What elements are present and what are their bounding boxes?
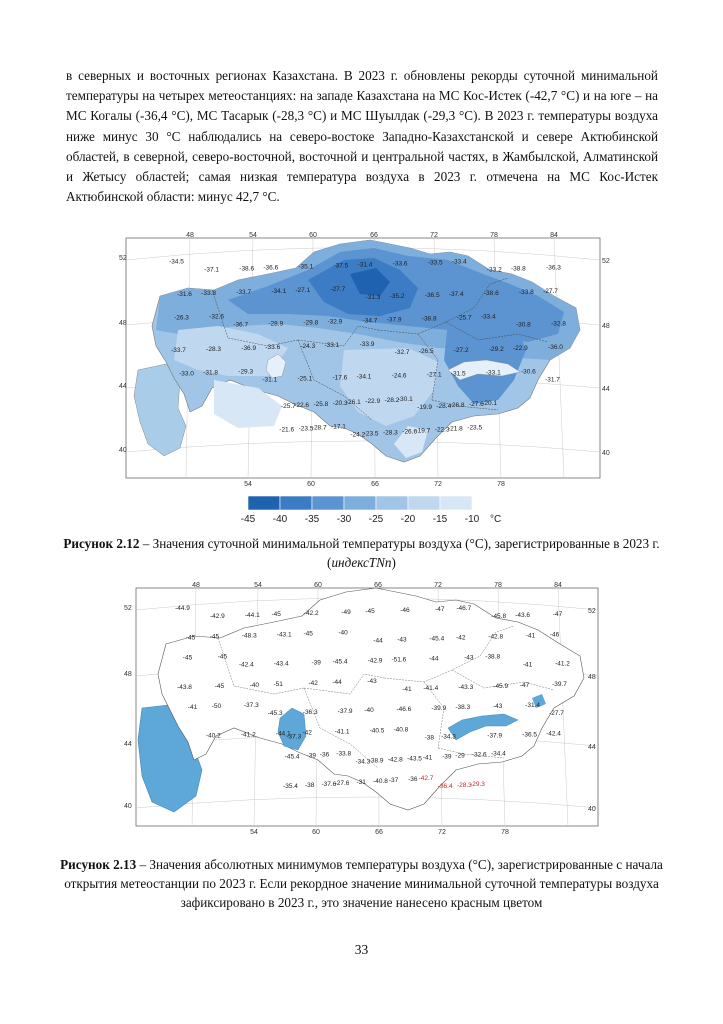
station-value-label: -36.3 — [302, 709, 318, 717]
top-tick: 60 — [314, 582, 322, 589]
station-value-label: -33.7 — [236, 289, 252, 297]
station-value-label: -32.6 — [209, 313, 225, 321]
station-value-label: -27.1 — [426, 371, 442, 379]
bottom-tick: 78 — [501, 829, 509, 836]
left-tick: 48 — [119, 320, 127, 327]
bottom-tick: 72 — [438, 829, 446, 836]
station-value-label: -40.8 — [393, 726, 409, 734]
station-value-label: -43 — [492, 703, 503, 711]
station-value-label: -40.5 — [369, 727, 385, 735]
right-tick: 52 — [602, 258, 610, 265]
station-value-label: -39.7 — [552, 680, 567, 688]
right-tick: 44 — [602, 386, 610, 393]
station-value-label: -31.6 — [177, 291, 192, 299]
station-value-label: -28.3 — [382, 429, 398, 437]
station-value-label: -33.7 — [171, 347, 186, 354]
top-tick: 54 — [249, 232, 257, 239]
station-value-label: -39.9 — [431, 705, 447, 713]
station-value-label: -36 — [319, 751, 330, 759]
station-value-label: -44 — [373, 637, 383, 645]
station-value-label: -26.8 — [449, 401, 465, 409]
station-value-label: -45 — [209, 633, 220, 641]
station-value-label: -38.8 — [485, 653, 501, 661]
station-value-label: -33.0 — [179, 370, 194, 378]
station-value-label: -45 — [214, 682, 225, 690]
station-value-label: -46.7 — [456, 605, 472, 613]
station-value-label: -32.9 — [327, 318, 343, 326]
station-value-label: -34.1 — [271, 288, 287, 296]
station-value-label: -31.1 — [262, 376, 278, 384]
station-value-label: -41 — [422, 754, 433, 762]
left-tick: 48 — [124, 671, 132, 678]
top-tick: 66 — [374, 582, 382, 589]
station-value-label: -38.6 — [239, 265, 255, 273]
legend-label: -45 — [240, 514, 256, 525]
station-value-label: -40.8 — [373, 777, 388, 785]
station-value-label: -27.7 — [549, 710, 564, 718]
station-value-label: -31.5 — [450, 370, 466, 378]
station-value-label: -33.8 — [518, 289, 534, 297]
station-value-label: -30.8 — [515, 321, 531, 329]
figure-2-12-legend — [236, 494, 506, 528]
station-value-label: -45.4 — [332, 658, 348, 666]
station-value-label: -25.7 — [280, 402, 296, 410]
station-value-label: -42 — [456, 634, 466, 642]
station-value-label: -41.2 — [240, 731, 256, 739]
left-tick: 44 — [124, 741, 132, 748]
station-value-label: -26.5 — [418, 348, 434, 355]
station-value-label: -30.1 — [397, 395, 413, 403]
legend-label: -15 — [432, 514, 448, 525]
top-tick: 84 — [554, 582, 562, 589]
legend-swatch — [248, 496, 280, 510]
station-value-label: -34.7 — [362, 317, 378, 325]
top-tick: 78 — [494, 582, 502, 589]
station-value-label: -45 — [303, 630, 313, 638]
station-value-label: -42.2 — [303, 610, 319, 618]
station-value-label: -45 — [182, 654, 193, 662]
top-tick: 84 — [550, 232, 558, 239]
station-value-label: -31.4 — [357, 261, 373, 269]
left-tick: 52 — [119, 255, 127, 262]
station-value-label: -45.4 — [429, 635, 445, 643]
station-value-label: -26.1 — [345, 398, 361, 406]
legend-label: -35 — [304, 514, 320, 525]
station-value-label: -25.7 — [456, 314, 472, 322]
station-value-label: -47 — [552, 611, 563, 619]
station-value-label: -44 — [332, 678, 342, 686]
station-value-label: -31.7 — [545, 376, 560, 384]
station-value-label: -22.3 — [434, 426, 450, 434]
station-value-label: -29.3 — [238, 368, 254, 376]
station-value-label: -46.6 — [396, 706, 412, 714]
station-value-label: -36 — [408, 775, 418, 783]
station-value-label: -22.9 — [365, 397, 381, 405]
station-value-label: -19.7 — [415, 427, 431, 435]
right-tick: 44 — [588, 744, 596, 751]
station-value-label: -25.1 — [297, 375, 313, 383]
station-value-label: -33.6 — [392, 260, 408, 268]
right-tick: 48 — [588, 674, 596, 681]
left-tick: 40 — [119, 447, 127, 454]
caption-text: – Значения абсолютных минимумов температуры воздуха (°С), зарегистрированные с начала открытия метеостанции по 2023 г. Если рекордное значение минимальной суточной температуры воздуха зафиксировано в 2023 г., это значение нанесено красным цветом — [64, 857, 663, 910]
bottom-tick: 54 — [244, 481, 252, 488]
station-value-label: -50 — [211, 703, 222, 711]
station-value-label: -44 — [429, 655, 439, 663]
bottom-tick: 66 — [371, 481, 379, 488]
station-value-label: -34.4 — [490, 750, 506, 758]
station-value-label: -22.9 — [512, 345, 528, 352]
station-value-label: -45 — [365, 608, 375, 616]
station-value-label: -35.2 — [389, 293, 405, 301]
station-value-label: -42.9 — [367, 657, 383, 665]
station-value-label: -33.5 — [427, 259, 443, 267]
left-tick: 52 — [124, 605, 132, 612]
station-value-label: -27.7 — [330, 286, 346, 294]
legend-label: -10 — [464, 514, 480, 525]
station-value-label: -37.9 — [487, 732, 503, 740]
station-value-label: -29.2 — [488, 346, 504, 353]
station-value-label: -37.9 — [337, 708, 353, 716]
station-value-label: -26.6 — [402, 428, 418, 436]
station-value-label: -43 — [464, 654, 474, 662]
caption-close: ) — [391, 555, 396, 570]
station-value-label: -39 — [311, 659, 321, 667]
right-tick: 48 — [602, 323, 610, 330]
caption-label: Рисунок 2.12 — [63, 536, 140, 551]
station-value-label: -41.1 — [334, 728, 350, 736]
station-value-label: -40 — [249, 681, 260, 689]
legend-swatch — [312, 496, 344, 510]
station-value-label: -44.1 — [275, 730, 291, 738]
station-value-label: -45.4 — [284, 753, 300, 761]
station-value-label: -45 — [185, 634, 196, 642]
legend-label: -25 — [368, 514, 384, 525]
station-value-label: -36.0 — [548, 344, 563, 351]
station-value-label: -38 — [304, 781, 315, 789]
station-value-label: -28.7 — [311, 424, 327, 432]
station-value-label: -29.8 — [303, 319, 319, 327]
station-value-label: -36.5 — [522, 731, 538, 739]
caption-label: Рисунок 2.13 — [60, 857, 137, 872]
station-value-label: -47 — [519, 681, 530, 689]
bottom-tick: 60 — [307, 481, 315, 488]
station-value-label: -37.5 — [333, 262, 349, 270]
station-value-label: -41 — [402, 685, 412, 693]
station-value-label: -38.8 — [510, 265, 526, 273]
station-value-label: -23.5 — [298, 425, 314, 433]
legend-unit: °С — [490, 514, 502, 525]
station-value-label: -45 — [271, 611, 281, 619]
legend-label: -20 — [400, 514, 416, 525]
right-tick: 40 — [602, 450, 610, 457]
station-value-label: -37.4 — [448, 291, 464, 299]
station-value-label: -34.5 — [169, 258, 184, 266]
station-value-label: -38.8 — [421, 315, 437, 323]
station-value-label: -23.5 — [363, 430, 379, 438]
station-value-label: -42.9 — [209, 613, 225, 621]
top-tick: 48 — [186, 232, 194, 239]
station-value-label: -45.3 — [267, 710, 283, 718]
station-value-label: -37.1 — [204, 266, 220, 274]
top-tick: 72 — [434, 582, 442, 589]
station-value-label: -42.4 — [546, 730, 561, 738]
station-value-label: -46 — [549, 631, 560, 639]
station-value-label: -38.9 — [368, 757, 384, 765]
legend-label: -30 — [336, 514, 352, 525]
station-value-label: -27.6 — [468, 400, 484, 408]
station-value-label: -29 — [455, 752, 465, 760]
top-tick: 48 — [192, 582, 200, 589]
record-value-label: -29.3 — [470, 780, 485, 788]
station-value-label: -43.6 — [515, 612, 531, 620]
station-value-label: -27.7 — [543, 288, 558, 296]
station-value-label: -41 — [525, 632, 536, 640]
station-value-label: -27.2 — [453, 347, 469, 354]
station-value-label: -24.2 — [350, 431, 366, 439]
station-value-label: -43 — [367, 677, 377, 685]
station-value-label: -22.6 — [294, 401, 310, 409]
station-value-label: -28.4 — [436, 402, 452, 410]
station-value-label: -41 — [522, 661, 533, 669]
station-value-label: -34.3 — [355, 758, 371, 766]
bottom-tick: 72 — [434, 481, 442, 488]
station-value-label: -43.4 — [273, 660, 289, 668]
station-value-label: -36.3 — [546, 264, 561, 272]
station-value-label: -36.5 — [424, 292, 440, 300]
body-paragraph: в северных и восточных регионах Казахстана. В 2023 г. обновлены рекорды суточной минимальной температуры на четырех метеостанциях: на западе Казахстана на МС Кос-Истек (-42,7 °С) и на юге – на МС Когалы (-36,4 °С), МС Тасарык (-28,3 °С) и МС Шуылдак (-29,3 °С). В 2023 г. температуры воздуха ниже минус 30 °С наблюдались на северо-востоке Западно-Казахстанской и севере Актюбинской областей, в северной, северо-восточной, восточной и центральной частях, в Жамбылской, Алматинской и Жетысу областей; самая низкая температура воздуха в 2023 г. отмечена на МС Кос-Истек Актюбинской области: минус 42,7 °С. — [66, 68, 658, 205]
station-value-label: -33.9 — [359, 341, 375, 348]
station-value-label: -34.3 — [441, 733, 456, 741]
station-value-label: -43.8 — [177, 683, 192, 691]
station-value-label: -30.6 — [520, 368, 536, 376]
station-value-label: -47 — [435, 606, 445, 614]
station-value-label: -41.2 — [555, 660, 570, 668]
station-value-label: -42.8 — [387, 756, 403, 764]
station-value-label: -36.6 — [263, 264, 279, 272]
figure-2-12-caption — [40, 534, 683, 572]
legend-swatch — [408, 496, 440, 510]
bottom-tick: 66 — [375, 829, 383, 836]
station-value-label: -21.8 — [447, 425, 463, 433]
station-value-label: -49 — [341, 609, 351, 617]
right-tick: 52 — [588, 608, 596, 615]
station-value-label: -42.4 — [238, 661, 254, 669]
station-value-label: -28.3 — [206, 346, 222, 353]
station-value-label: -37.3 — [243, 702, 259, 710]
bottom-tick: 54 — [250, 829, 258, 836]
station-value-label: -33.6 — [265, 344, 281, 351]
station-value-label: -45.9 — [493, 682, 509, 690]
station-value-label: -19.9 — [417, 403, 433, 411]
station-value-label: -44.9 — [175, 605, 190, 613]
record-value-label: -42.7 — [418, 774, 434, 782]
station-value-label: -33.2 — [486, 266, 502, 274]
station-value-label: -33.4 — [480, 313, 496, 321]
top-tick: 54 — [254, 582, 262, 589]
station-value-label: -33.1 — [485, 369, 501, 377]
station-value-label: -43.5 — [407, 755, 422, 763]
legend-swatch — [440, 496, 472, 510]
figure-2-13-caption — [40, 855, 683, 912]
station-value-label: -37.6 — [321, 780, 337, 788]
station-value-label: -40 — [338, 629, 348, 637]
station-value-label: -33.4 — [451, 258, 467, 266]
station-value-label: -33.1 — [324, 342, 340, 349]
record-value-label: -36.4 — [437, 782, 453, 790]
station-value-label: -46 — [400, 607, 410, 615]
station-value-label: -31.8 — [203, 369, 219, 377]
station-value-label: -36.9 — [241, 345, 257, 352]
station-value-label: -43.1 — [276, 631, 292, 639]
figure-2-13-map — [122, 580, 604, 836]
station-value-label: -51.6 — [391, 656, 407, 664]
station-value-label: -42 — [302, 729, 312, 737]
station-value-label: -37 — [388, 776, 399, 784]
station-value-label: -45.8 — [491, 613, 507, 621]
station-value-label: -38 — [424, 734, 435, 742]
legend-label: -40 — [272, 514, 288, 525]
caption-text: – Значения суточной минимальной температуры воздуха (°С), зарегистрированные в 2023 г. ( — [139, 536, 660, 570]
legend-swatch — [344, 496, 376, 510]
station-value-label: -31 — [356, 778, 366, 786]
station-value-label: -21.6 — [279, 426, 295, 434]
station-value-label: -20.3 — [332, 399, 348, 407]
station-value-label: -31.3 — [365, 294, 381, 302]
station-value-label: -37.3 — [286, 733, 302, 741]
station-value-label: -35.4 — [283, 782, 298, 790]
station-value-label: -38.6 — [483, 290, 499, 298]
station-value-label: -23.5 — [467, 424, 483, 432]
station-value-label: -48.3 — [241, 632, 257, 640]
left-tick: 44 — [119, 383, 127, 390]
top-tick: 60 — [309, 232, 317, 239]
station-value-label: -39 — [306, 752, 317, 760]
station-value-label: -41.4 — [423, 684, 439, 692]
station-value-label: -32.7 — [394, 349, 410, 356]
station-value-label: -32.6 — [471, 751, 487, 759]
station-value-label: -42.8 — [488, 633, 504, 641]
station-value-label: -17.6 — [332, 374, 348, 382]
top-tick: 78 — [490, 232, 498, 239]
station-value-label: -41 — [187, 704, 198, 712]
station-value-label: -44.1 — [244, 612, 260, 620]
station-value-label: -40 — [364, 707, 374, 715]
station-value-label: -45 — [217, 653, 228, 661]
station-value-label: -35.1 — [298, 263, 314, 271]
left-tick: 40 — [124, 803, 132, 810]
figure-2-12-map — [118, 230, 610, 488]
legend-swatch — [376, 496, 408, 510]
top-tick: 72 — [430, 232, 438, 239]
right-tick: 40 — [588, 806, 596, 813]
legend-swatch — [280, 496, 312, 510]
station-value-label: -31.4 — [525, 702, 541, 710]
station-value-label: -40.2 — [205, 732, 221, 740]
station-value-label: -38.3 — [455, 704, 471, 712]
station-value-label: -26.3 — [174, 314, 189, 322]
station-value-label: -39 — [442, 753, 452, 761]
bottom-tick: 60 — [312, 829, 320, 836]
station-value-label: -20.1 — [482, 399, 498, 407]
station-value-label: -43.3 — [458, 683, 474, 691]
station-value-label: -43 — [397, 636, 407, 644]
station-value-label: -24.6 — [391, 372, 407, 380]
station-value-label: -37.9 — [386, 316, 402, 324]
station-value-label: -28.2 — [384, 396, 400, 404]
station-value-label: -42 — [308, 679, 318, 687]
station-value-label: -33.8 — [201, 290, 217, 298]
caption-index: индексTNn — [331, 555, 392, 570]
page-number: 33 — [354, 942, 369, 957]
station-value-label: -51 — [273, 680, 283, 688]
station-value-label: -24.3 — [300, 343, 316, 350]
bottom-tick: 78 — [497, 481, 505, 488]
station-value-label: -32.8 — [551, 320, 566, 328]
station-value-label: -34.1 — [356, 373, 372, 381]
station-value-label: -17.1 — [331, 423, 346, 431]
record-value-label: -28.3 — [456, 781, 472, 789]
station-value-label: -27.6 — [334, 779, 350, 787]
station-value-label: -25.8 — [313, 400, 329, 408]
station-value-label: -27.1 — [295, 287, 311, 295]
station-value-label: -33.8 — [336, 750, 352, 758]
top-tick: 66 — [370, 232, 378, 239]
station-value-label: -28.9 — [268, 320, 284, 328]
station-value-label: -36.7 — [233, 321, 249, 329]
